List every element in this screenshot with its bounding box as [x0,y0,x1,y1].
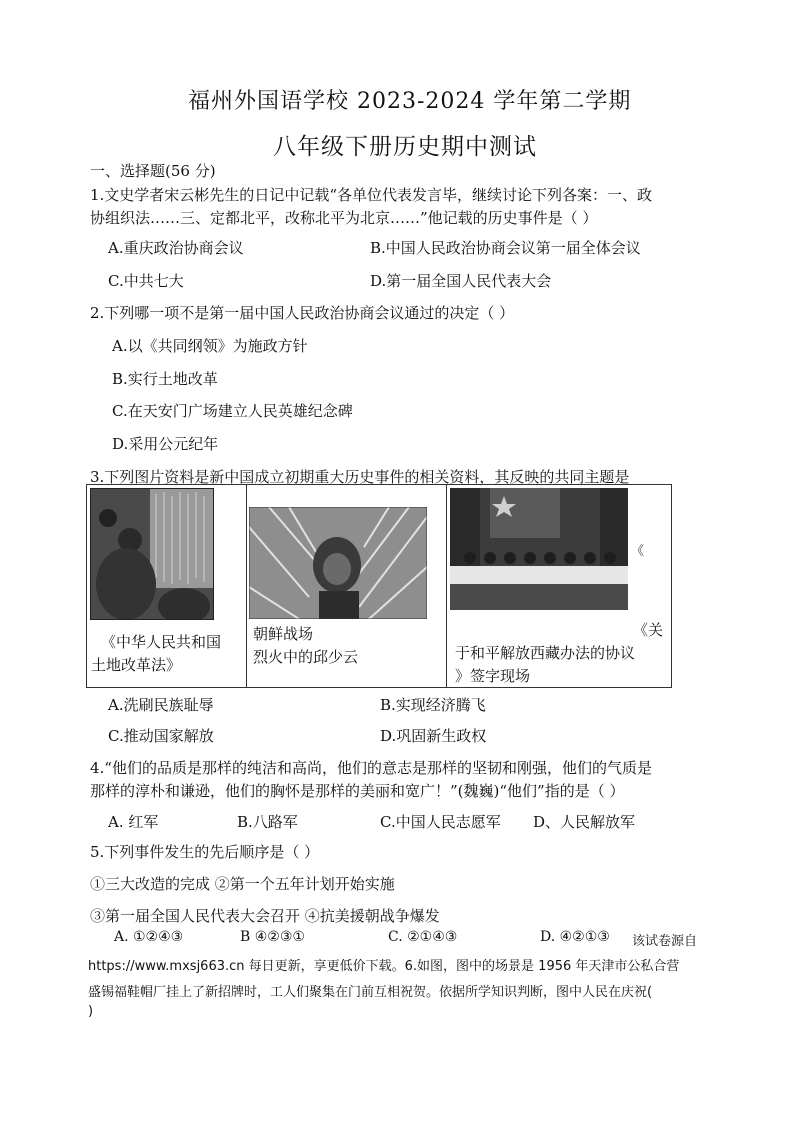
signing-ceremony-photo [450,488,628,610]
q1-option-d: D.第一届全国人民代表大会 [370,272,552,290]
q5-option-c: C. ②①④③ [388,929,458,945]
q2-option-c: C.在天安门广场建立人民英雄纪念碑 [112,402,353,420]
section-heading: 一、选择题(56 分) [90,162,216,180]
q3-option-a: A.洗刷民族耻辱 [108,696,214,714]
q3-caption-1-line1: 《中华人民共和国 [101,633,222,651]
q3-picture-cell-1 [87,485,247,687]
q1-option-c: C.中共七大 [108,272,184,290]
q3-picture-table [86,484,672,688]
q3-option-d: D.巩固新生政权 [380,727,487,745]
q3-caption-2-line2: 烈火中的邱少云 [253,648,359,666]
q3-caption-3-line1: 《关 [633,621,664,639]
exam-title: 福州外国语学校 2023-2024 学年第二学期 [188,89,632,114]
q3-caption-3-line2: 于和平解放西藏办法的协议 [455,644,636,662]
q6-line3: ) [88,1004,94,1019]
battlefield-photo [249,507,427,619]
q3-caption-3-mark: 《 [631,544,645,559]
q2-option-a: A.以《共同纲领》为施政方针 [112,337,308,355]
source-url-line: https://www.mxsj663.cn 每日更新，享更低价下载。6.如图，图中的场景是 1956 年天津市公私合营 [88,959,680,974]
q6-line2: 盛锡福鞋帽厂挂上了新招牌时，工人们聚集在门前互相祝贺。依据所学知识判断，图中人民在庆祝( [88,985,653,1000]
q1-stem-line1: 1.文史学者宋云彬先生的日记中记载“各单位代表发言毕，继续讨论下列各案：一、政 [90,186,652,204]
q3-picture-cell-3 [447,485,671,687]
exam-subtitle: 八年级下册历史期中测试 [273,134,537,160]
q1-option-b: B.中国人民政治协商会议第一届全体会议 [370,239,641,257]
q4-option-b: B.八路军 [237,813,298,831]
q3-caption-2-line1: 朝鲜战场 [253,625,314,643]
q3-picture-cell-2 [247,485,447,687]
q1-option-a: A.重庆政治协商会议 [108,239,244,257]
q3-caption-3-line3: 》签字现场 [455,667,531,685]
q4-stem-line2: 那样的淳朴和谦逊，他们的胸怀是那样的美丽和宽广！”(魏巍)“他们”指的是（ ） [90,782,625,800]
q2-stem: 2.下列哪一项不是第一届中国人民政治协商会议通过的决定（ ） [90,304,515,322]
q1-stem-line2: 协组织法……三、定都北平，改称北平为北京……”他记载的历史事件是（ ） [90,209,598,227]
q2-option-b: B.实行土地改革 [112,370,218,388]
q4-option-d: D、人民解放军 [533,813,636,831]
q5-option-d: D. ④②①③ [540,929,610,945]
q5-stem: 5.下列事件发生的先后顺序是（ ） [90,843,320,861]
q5-option-a: A. ①②④③ [114,929,184,945]
source-note: 该试卷源自 [632,934,698,949]
q5-items-line2: ③第一届全国人民代表大会召开 ④抗美援朝战争爆发 [90,907,440,925]
q4-option-a: A. 红军 [108,813,159,831]
q4-stem-line1: 4.“他们的品质是那样的纯洁和高尚，他们的意志是那样的坚韧和刚强，他们的气质是 [90,759,652,777]
q2-option-d: D.采用公元纪年 [112,435,219,453]
q3-stem: 3.下列图片资料是新中国成立初期重大历史事件的相关资料，其反映的共同主题是 [90,468,630,486]
land-reform-photo [90,488,214,620]
q4-option-c: C.中国人民志愿军 [380,813,501,831]
q3-option-c: C.推动国家解放 [108,727,214,745]
q5-option-b: B ④②③① [240,929,305,945]
q3-option-b: B.实现经济腾飞 [380,696,486,714]
q5-items-line1: ①三大改造的完成 ②第一个五年计划开始实施 [90,875,395,893]
q3-caption-1-line2: 土地改革法》 [91,656,182,674]
